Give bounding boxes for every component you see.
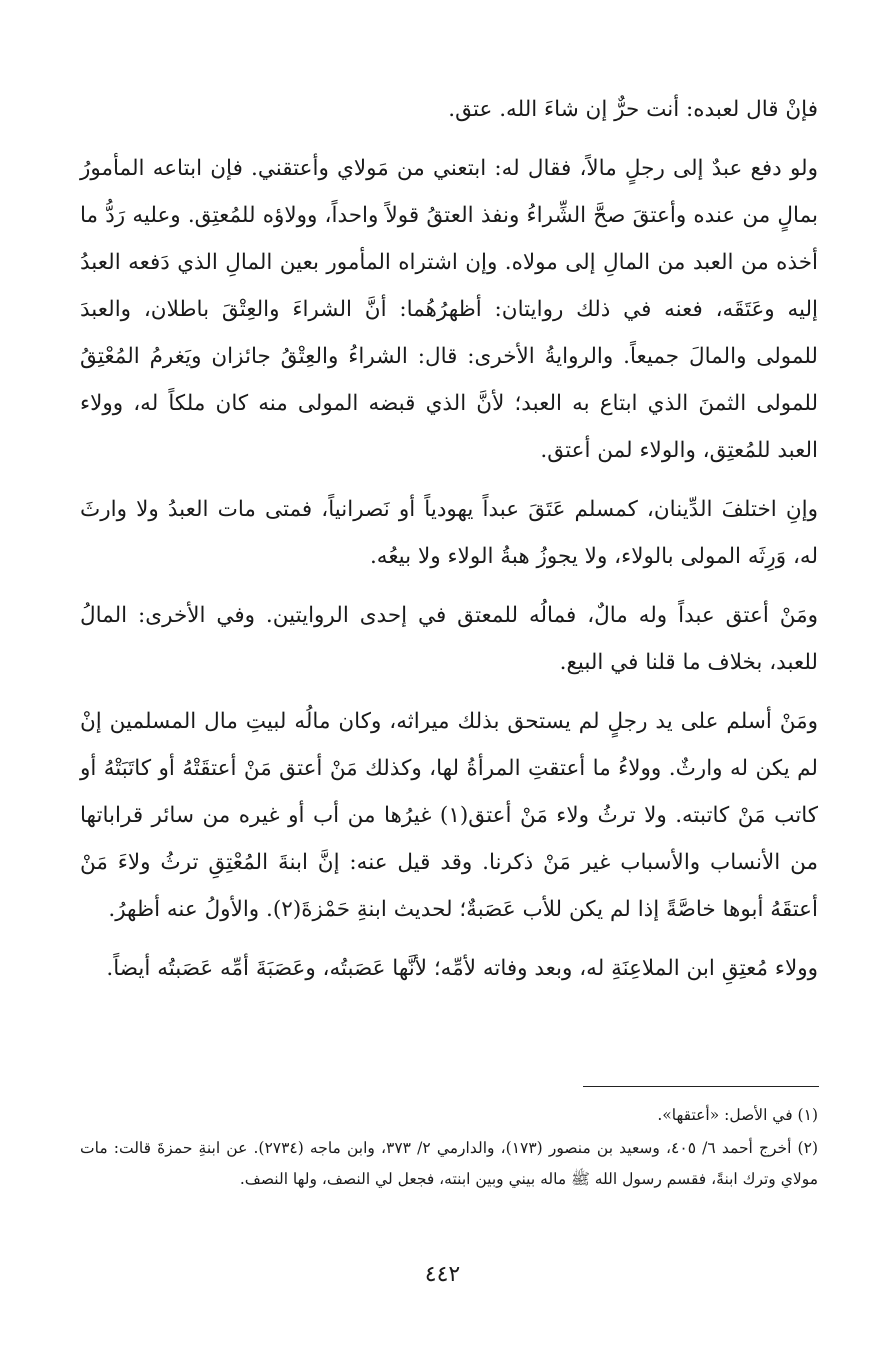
paragraph-1: فإنْ قال لعبده: أنت حرٌّ إن شاءَ الله. عتق. xyxy=(448,97,818,122)
paragraph-6: وولاء مُعتِقِ ابن الملاعِنَةِ له، وبعد وفاته لأمِّه؛ لأنَّها عَصَبتُه، وعَصَبَةَ أمِّه عَصَبتُه أيضاً. xyxy=(106,956,818,981)
paragraph-3: وإنِ اختلفَ الدِّينان، كمسلم عَتَقَ عبداً يهودياً أو نَصرانياً، فمتى مات العبدُ ولا وارثَ له، وَرِثَه المولى بالولاء، ولا يجوزُ هبةُ الولاء ولا بيعُه. xyxy=(80,497,818,569)
footnote-divider xyxy=(583,1086,819,1087)
page-number: ٤٤٢ xyxy=(424,1262,461,1287)
paragraph-2: ولو دفع عبدٌ إلى رجلٍ مالاً، فقال له: ابتعني من مَولاي وأعتقني. فإن ابتاعه المأمورُ بمالٍ من عنده وأعتقَ صحَّ الشِّراءُ ونفذ العتقُ قولاً واحداً، وولاؤه للمُعتِق. وعليه رَدُّ ما أخذه من العبد من المالِ إلى مولاه. وإن اشتراه المأمور بعين المالِ الذي دَفعه العبدُ إليه وعَتَقَه، فعنه في ذلك روايتان: أظهرُهُما: أنَّ الشراءَ والعِتْقَ باطلان، والعبدَ للمولى والمالَ جميعاً. والروايةُ الأخرى: قال: الشراءُ والعِتْقُ جائزان ويَغرمُ المُعْتِقُ للمولى الثمنَ الذي ابتاع به العبد؛ لأنَّ الذي قبضه المولى منه كان ملكاً له، وولاء العبد للمُعتِق، والولاء لمن أعتق. xyxy=(80,156,818,463)
main-text xyxy=(80,86,818,1004)
paragraph-5: ومَنْ أسلم على يد رجلٍ لم يستحق بذلك ميراثه، وكان مالُه لبيتِ مال المسلمين إنْ لم يكن له وارثٌ. وولاءُ ما أعتقتِ المرأةُ لها، وكذلك مَنْ أعتق مَنْ أعتقَتْهُ أو كاتَبَتْهُ أو كاتب مَنْ كاتبته. ولا ترثُ ولاء مَنْ أعتق(١) غيرُها من أب أو غيره من سائر قراباتها من الأنساب والأسباب غير مَنْ ذكرنا. وقد قيل عنه: إنَّ ابنةَ المُعْتِقِ ترثُ ولاءَ مَنْ أعتقَهُ أبوها خاصَّةً إذا لم يكن للأب عَصَبةٌ؛ لحديث ابنةِ حَمْزةَ(٢). والأولُ عنه أظهرُ. xyxy=(80,709,818,922)
footnote-1: (١) في الأصل: «أعتقها». xyxy=(657,1106,818,1124)
footnotes xyxy=(80,1100,818,1197)
paragraph-4: ومَنْ أعتق عبداً وله مالٌ، فمالُه للمعتق في إحدى الروايتين. وفي الأخرى: المالُ للعبد، بخلاف ما قلنا في البيع. xyxy=(80,603,818,675)
footnote-2: (٢) أخرج أحمد ٦/ ٤٠٥، وسعيد بن منصور (١٧٣)، والدارمي ٢/ ٣٧٣، وابن ماجه (٢٧٣٤). عن ابنةِ حمزةَ قالت: مات مولاي وترك ابنةً، فقسم رسول الله ﷺ ماله بيني وبين ابنته، فجعل لي النصف، ولها النصف. xyxy=(80,1139,818,1188)
